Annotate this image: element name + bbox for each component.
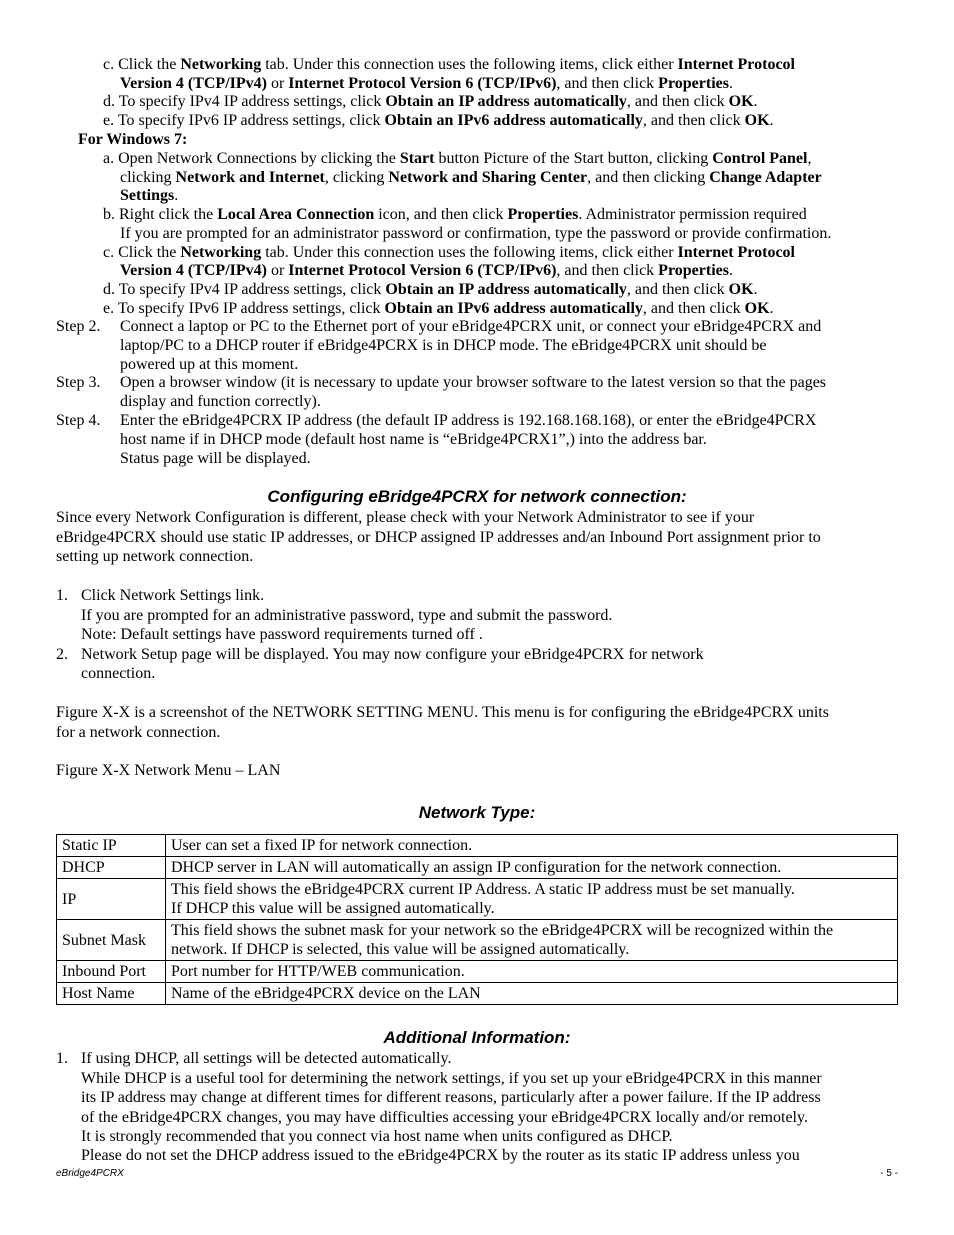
text-line: e. To specify IPv6 IP address settings, click Obtain an IPv6 address automatically, and then click OK.: [103, 112, 774, 129]
text-line: d. To specify IPv4 IP address settings, click Obtain an IP address automatically, and then click OK.: [103, 281, 758, 298]
text-line: If you are prompted for an administrator password or confirmation, type the password or provide confirmation.: [120, 225, 832, 242]
bold-term: Internet Protocol Version 6 (TCP/IPv6): [288, 262, 557, 279]
text-line: If using DHCP, all settings will be detected automatically.: [81, 1050, 452, 1067]
additional-heading: Additional Information:: [383, 1028, 571, 1047]
bold-term: Obtain an IPv6 address automatically: [384, 112, 643, 129]
text-line: e. To specify IPv6 IP address settings, click Obtain an IPv6 address automatically, and then click OK.: [103, 300, 774, 317]
field-desc-cell: This field shows the eBridge4PCRX current IP Address. A static IP address must be set manually. If DHCP this value will be assigned automatically.: [166, 879, 898, 920]
text-line: for a network connection.: [56, 724, 221, 741]
bold-term: Internet Protocol: [677, 244, 795, 261]
text-line: It is strongly recommended that you connect via host name when units configured as DHCP.: [81, 1128, 673, 1145]
text-line: setting up network connection.: [56, 548, 254, 565]
field-desc-cell: User can set a fixed IP for network connection.: [166, 835, 898, 857]
text-line: Click Network Settings link.: [81, 587, 265, 604]
field-name-cell: Subnet Mask: [57, 920, 166, 961]
bold-term: Internet Protocol: [677, 56, 795, 73]
text-line: Open a browser window (it is necessary to update your browser software to the latest version so that the pages: [120, 374, 827, 391]
text-line: Figure X-X is a screenshot of the NETWORK SETTING MENU. This menu is for configuring the eBridge4PCRX units: [56, 704, 829, 721]
bold-term: Properties: [658, 75, 729, 92]
footer-page-number: - 5 -: [880, 1168, 898, 1179]
config-heading: Configuring eBridge4PCRX for network connection:: [267, 487, 687, 506]
step-label: Step 2.: [56, 318, 101, 335]
bold-term: Obtain an IP address automatically: [385, 281, 627, 298]
text-line: Please do not set the DHCP address issued to the eBridge4PCRX by the router as its static IP address unless you: [81, 1147, 800, 1164]
bold-term: Start: [399, 150, 435, 167]
table-row: [57, 879, 898, 920]
bold-term: Properties: [658, 262, 729, 279]
text-line: Settings.: [120, 187, 179, 204]
text-line: If you are prompted for an administrative password, type and submit the password.: [81, 607, 613, 624]
text-line: c. Click the Networking tab. Under this connection uses the following items, click either Internet Protocol: [103, 244, 795, 261]
text-line: Since every Network Configuration is different, please check with your Network Administrator to see if your: [56, 509, 755, 526]
text-line: its IP address may change at different times for different reasons, particularly after a power failure. If the IP address: [81, 1089, 821, 1106]
field-name-cell: Inbound Port: [57, 961, 166, 983]
bold-term: Change Adapter: [709, 169, 822, 186]
bold-term: OK: [728, 281, 754, 298]
list-number: 1.: [56, 587, 68, 604]
table-row: [57, 920, 898, 961]
table-row: [57, 961, 898, 983]
text-line: Status page will be displayed.: [120, 450, 311, 467]
bold-term: Settings: [120, 187, 175, 204]
text-line: Connect a laptop or PC to the Ethernet port of your eBridge4PCRX unit, or connect your eBridge4PCRX and: [120, 318, 822, 335]
list-number: 1.: [56, 1050, 68, 1067]
field-name-cell: IP: [57, 879, 166, 920]
bold-term: Network and Sharing Center: [388, 169, 588, 186]
bold-term: Network and Internet: [175, 169, 325, 186]
bold-term: OK: [744, 300, 770, 317]
bold-term: Local Area Connection: [217, 206, 375, 223]
step-label: Step 3.: [56, 374, 101, 391]
field-desc-cell: Port number for HTTP/WEB communication.: [166, 961, 898, 983]
text-line: host name if in DHCP mode (default host name is “eBridge4PCRX1”,) into the address bar.: [120, 431, 707, 448]
text-line: c. Click the Networking tab. Under this connection uses the following items, click either Internet Protocol: [103, 56, 795, 73]
bold-term: Properties: [507, 206, 579, 223]
text-line: clicking Network and Internet, clicking Network and Sharing Center, and then clicking Change Adapter: [120, 169, 822, 186]
field-desc-cell: DHCP server in LAN will automatically an assign IP configuration for the network connection.: [166, 857, 898, 879]
bold-term: Networking: [180, 244, 262, 261]
text-line: powered up at this moment.: [120, 356, 299, 373]
table-row: [57, 857, 898, 879]
text-line: Network Setup page will be displayed. You may now configure your eBridge4PCRX for network: [81, 646, 704, 663]
field-name-cell: Static IP: [57, 835, 166, 857]
bold-term: Internet Protocol Version 6 (TCP/IPv6): [288, 75, 557, 92]
text-line: laptop/PC to a DHCP router if eBridge4PCRX is in DHCP mode. The eBridge4PCRX unit should be: [120, 337, 767, 354]
footer-doc-name: eBridge4PCRX: [56, 1168, 124, 1179]
text-line: d. To specify IPv4 IP address settings, click Obtain an IP address automatically, and then click OK.: [103, 93, 758, 110]
text-line: of the eBridge4PCRX changes, you may have difficulties accessing your eBridge4PCRX locally and/or remotely.: [81, 1109, 808, 1126]
figure-caption: Figure X-X Network Menu – LAN: [56, 762, 281, 779]
bold-term: Control Panel: [712, 150, 808, 167]
network-type-table: [56, 834, 898, 1005]
table-row: [57, 983, 898, 1005]
field-name-cell: Host Name: [57, 983, 166, 1005]
text-line: Note: Default settings have password requirements turned off .: [81, 626, 483, 643]
field-name-cell: DHCP: [57, 857, 166, 879]
text-line: Version 4 (TCP/IPv4) or Internet Protocol Version 6 (TCP/IPv6), and then click Properties.: [120, 75, 733, 92]
bold-term: Networking: [180, 56, 262, 73]
table-row: [57, 835, 898, 857]
bold-term: OK: [728, 93, 754, 110]
text-line: display and function correctly).: [120, 393, 321, 410]
text-line: Enter the eBridge4PCRX IP address (the default IP address is 192.168.168.168), or enter the eBridge4PCRX: [120, 412, 817, 429]
bold-term: Obtain an IP address automatically: [385, 93, 627, 110]
list-number: 2.: [56, 646, 68, 663]
network-type-heading: Network Type:: [418, 803, 536, 822]
step-label: Step 4.: [56, 412, 101, 429]
field-desc-cell: Name of the eBridge4PCRX device on the LAN: [166, 983, 898, 1005]
text-line: While DHCP is a useful tool for determining the network settings, if you set up your eBridge4PCRX in this manner: [81, 1070, 822, 1087]
bold-term: Version 4 (TCP/IPv4): [120, 75, 267, 92]
bold-term: OK: [744, 112, 770, 129]
text-line: Version 4 (TCP/IPv4) or Internet Protocol Version 6 (TCP/IPv6), and then click Properties.: [120, 262, 733, 279]
field-desc-cell: This field shows the subnet mask for your network so the eBridge4PCRX will be recognized within the network. If DHCP is selected, this value will be assigned automatically.: [166, 920, 898, 961]
text-line: b. Right click the Local Area Connection icon, and then click Properties. Administrator permission required: [103, 206, 807, 223]
windows7-heading: For Windows 7:: [78, 131, 188, 148]
text-line: a. Open Network Connections by clicking the Start button Picture of the Start button, clicking Control Panel,: [103, 150, 812, 167]
text-line: connection.: [81, 665, 156, 682]
text-line: eBridge4PCRX should use static IP addresses, or DHCP assigned IP addresses and/an Inbound Port assignment prior to: [56, 529, 821, 546]
bold-term: Version 4 (TCP/IPv4): [120, 262, 267, 279]
bold-term: Obtain an IPv6 address automatically: [384, 300, 643, 317]
